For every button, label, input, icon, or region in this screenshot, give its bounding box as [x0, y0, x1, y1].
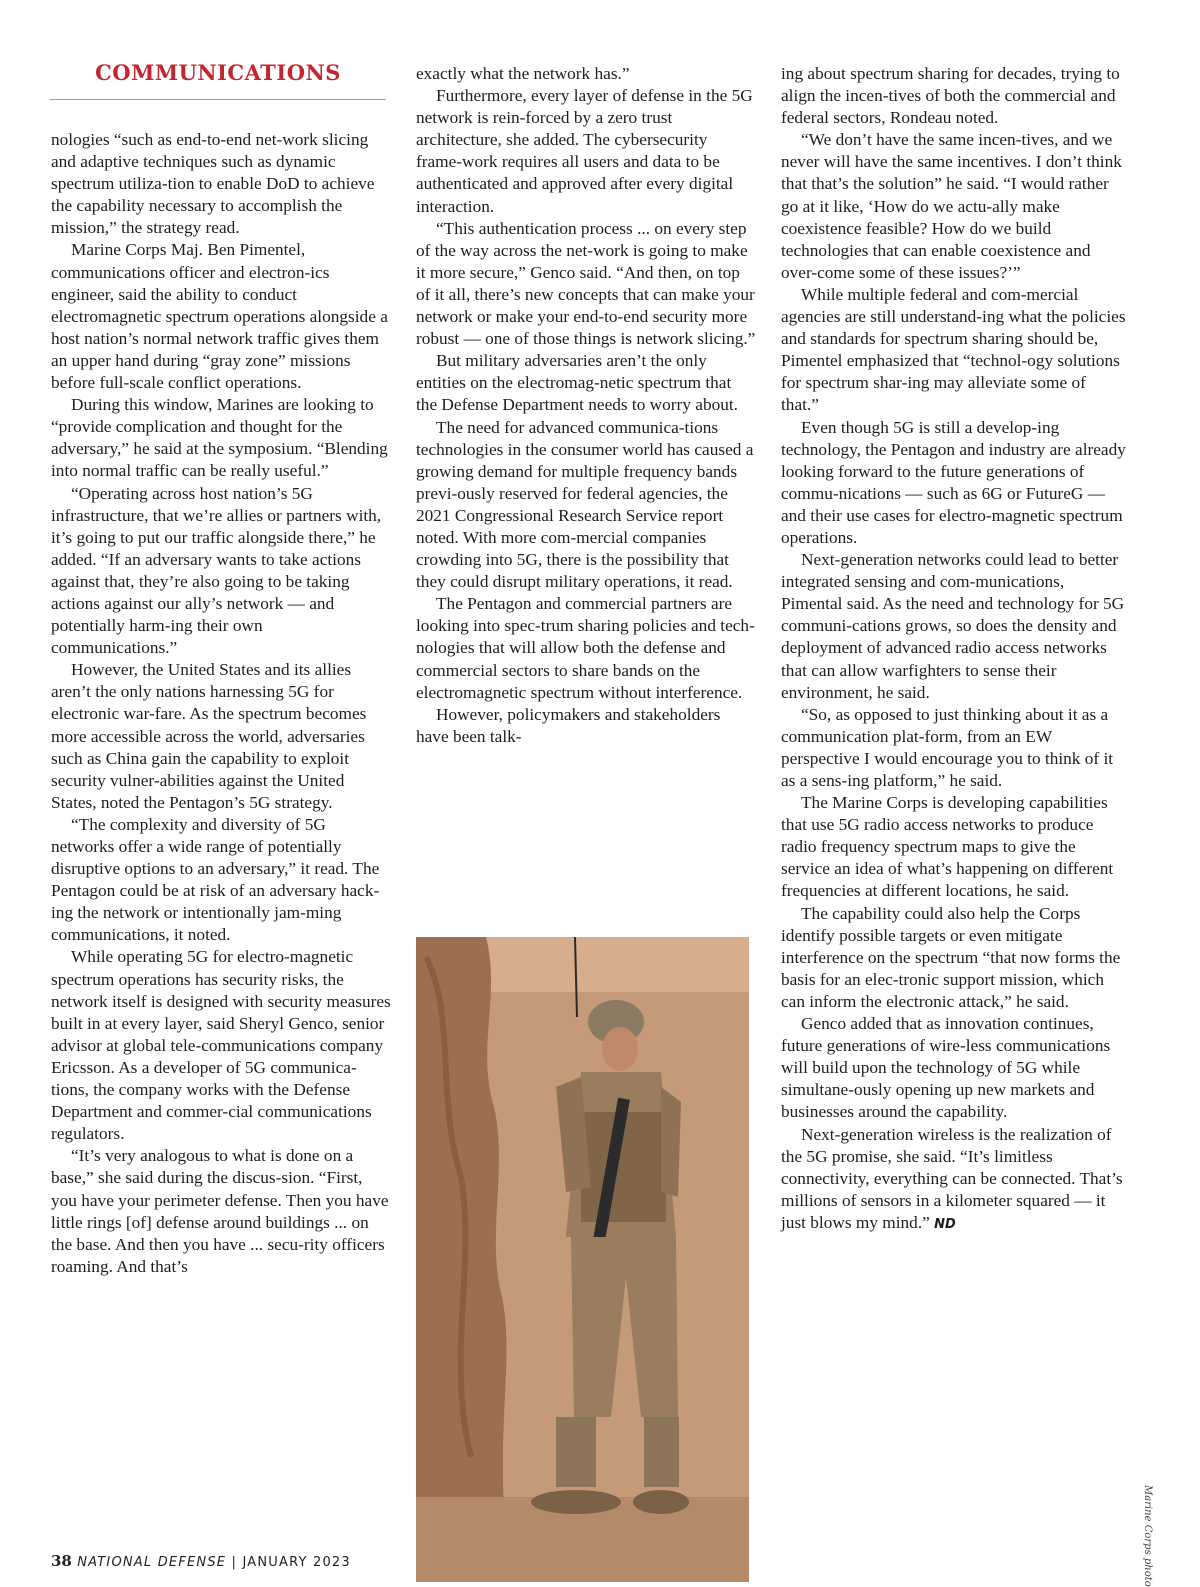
paragraph: However, the United States and its allies aren’t the only nations harnessing 5G for electronic war-fare. As the spectrum becomes more accessible across the world, adversaries such as China gain the capability to exploit security vulner-abilities against the United States, noted the Pentagon’s 5G strategy. [51, 660, 367, 812]
paragraph: While operating 5G for electro-magnetic spectrum operations has security risks, the network itself is designed with security measures built in at every layer, said Sheryl Genco, senior advisor at global tele-communications company Ericsson. As a developer of 5G communica-tions, the company works with the Defense Department and commer-cial communications regulators. [51, 947, 391, 1144]
paragraph: “So, as opposed to just thinking about it as a communication plat-form, from an EW perspective I would encourage you to think of it as a sens-ing platform,” he said. [781, 704, 1114, 790]
paragraph: exactly what the network has.” [416, 64, 630, 83]
paragraph: Next-generation networks could lead to better integrated sensing and com-munications, Pimental said. As the need and technology for 5G communi-cations grows, so does the density and deployment of advanced radio access networks that can allow warfighters to sense their environment, he said. [781, 550, 1125, 702]
paragraph: During this window, Marines are looking to “provide complication and thought for the adversary,” he said at the symposium. “Blending into normal traffic can be really useful.” [51, 395, 388, 481]
end-mark: ND [934, 1216, 956, 1232]
paragraph: nologies “such as end-to-end net-work slicing and adaptive techniques such as dynamic spectrum utiliza-tion to enable DoD to achieve the capability necessary to accomplish the mission,” the strategy read. [51, 130, 375, 238]
article-column-3 [781, 63, 1126, 1236]
header-rule [50, 99, 386, 100]
paragraph: The need for advanced communica-tions technologies in the consumer world has caused a growing demand for multiple frequency bands previ-ously reserved for federal agencies, the 2021 Congressional Research Service report noted. With more com-mercial companies crowding into 5G, there is the possibility that they could disrupt military operations, it read. [416, 417, 754, 592]
paragraph: ing about spectrum sharing for decades, trying to align the incen-tives of both the commercial and federal sectors, Rondeau noted. [781, 64, 1120, 128]
photo-credit: Marine Corps photo [1142, 1485, 1153, 1587]
paragraph: Genco added that as innovation continues, future generations of wire-less communications will build upon the technology of 5G while simultane-ously opening up new markets and businesses around the capability. [781, 1014, 1111, 1122]
page-number: 38 [51, 1552, 72, 1570]
paragraph: However, policymakers and stakeholders have been talk- [416, 704, 721, 746]
footer-separator: | [231, 1555, 238, 1570]
photo-illustration [416, 937, 749, 1582]
paragraph: Marine Corps Maj. Ben Pimentel, communications officer and electron-ics engineer, said the ability to conduct electromagnetic spectrum operations alongside a host nation’s normal network traffic gives them an upper hand during “gray zone” missions before full-scale conflict operations. [51, 240, 388, 393]
paragraph [781, 1124, 1126, 1236]
paragraph: The Marine Corps is developing capabilities that use 5G radio access networks to produce radio frequency spectrum maps to give the service an idea of what’s happening on different frequencies at different locations, he said. [781, 793, 1114, 901]
paragraph: But military adversaries aren’t the only entities on the electromag-netic spectrum that the Defense Department needs to worry about. [416, 351, 738, 415]
magazine-name: NATIONAL DEFENSE [77, 1555, 227, 1570]
section-title: COMMUNICATIONS [95, 60, 341, 85]
paragraph: “Operating across host nation’s 5G infrastructure, that we’re allies or partners with, it’s going to put our traffic alongside there,” he added. “If an adversary wants to take actions against that, they’re also going to be taking actions against our ally’s network — and potentially harm-ing their own communications.” [51, 483, 382, 658]
paragraph: “It’s very analogous to what is done on a base,” she said during the discus-sion. “First, you have your perimeter defense. Then you have little rings [of] defense around buildings ... on the base. And then you have ... secu-rity officers roaming. And that’s [51, 1146, 389, 1276]
paragraph: “The complexity and diversity of 5G networks offer a wide range of potentially disruptive options to an adversary,” it read. The Pentagon could be at risk of an adversary hack-ing the network or intentionally jam-ming communications, it noted. [51, 814, 380, 945]
paragraph: While multiple federal and com-mercial agencies are still understand-ing what the policies and standards for spectrum sharing should be, Pimentel emphasized that “technol-ogy solutions for spectrum shar-ing may alleviate some of that.” [781, 284, 1126, 415]
paragraph: Furthermore, every layer of defense in the 5G network is rein-forced by a zero trust architecture, she added. The cybersecurity frame-work requires all users and data to be authenticated and approved after every digital interaction. [416, 86, 753, 216]
paragraph: “This authentication process ... on every step of the way across the net-work is going to make it more secure,” Genco said. “And then, on top of it all, there’s new concepts that can make your network or make your end-to-end security more robust — one of those things is network slicing.” [416, 218, 756, 349]
marine-radio-photo [416, 937, 749, 1582]
article-column-1 [51, 129, 391, 1278]
paragraph: The capability could also help the Corps identify possible targets or even mitigate interference on the spectrum “that now forms the basis for an elec-tronic support mission, which can inform the electronic attack,” he said. [781, 903, 1121, 1011]
final-paragraph-text: Next-generation wireless is the realization of the 5G promise, she said. “It’s limitless connectivity, everything can be connected. That’s millions of sensors in a kilometer squared — it just blows my mind.” [781, 1124, 1123, 1232]
article-column-2 [416, 63, 756, 748]
paragraph: “We don’t have the same incen-tives, and we never will have the same incentives. I don’t think that that’s the solution” he said. “I would rather go at it like, ‘How do we actu-ally make coexistence feasible? How do we build technologies that can enable coexistence and over-come some of these issues?’” [781, 130, 1122, 282]
paragraph: The Pentagon and commercial partners are looking into spec-trum sharing policies and tech-nologies that will allow both the defense and commercial sectors to share bands on the electromagnetic spectrum without interference. [416, 594, 755, 702]
paragraph: Even though 5G is still a develop-ing technology, the Pentagon and industry are already looking forward to the future generations of commu-nications — such as 6G or FutureG — and their use cases for electro-magnetic spectrum operations. [781, 417, 1126, 547]
issue-date: JANUARY 2023 [242, 1555, 351, 1570]
page-footer [51, 1552, 351, 1570]
